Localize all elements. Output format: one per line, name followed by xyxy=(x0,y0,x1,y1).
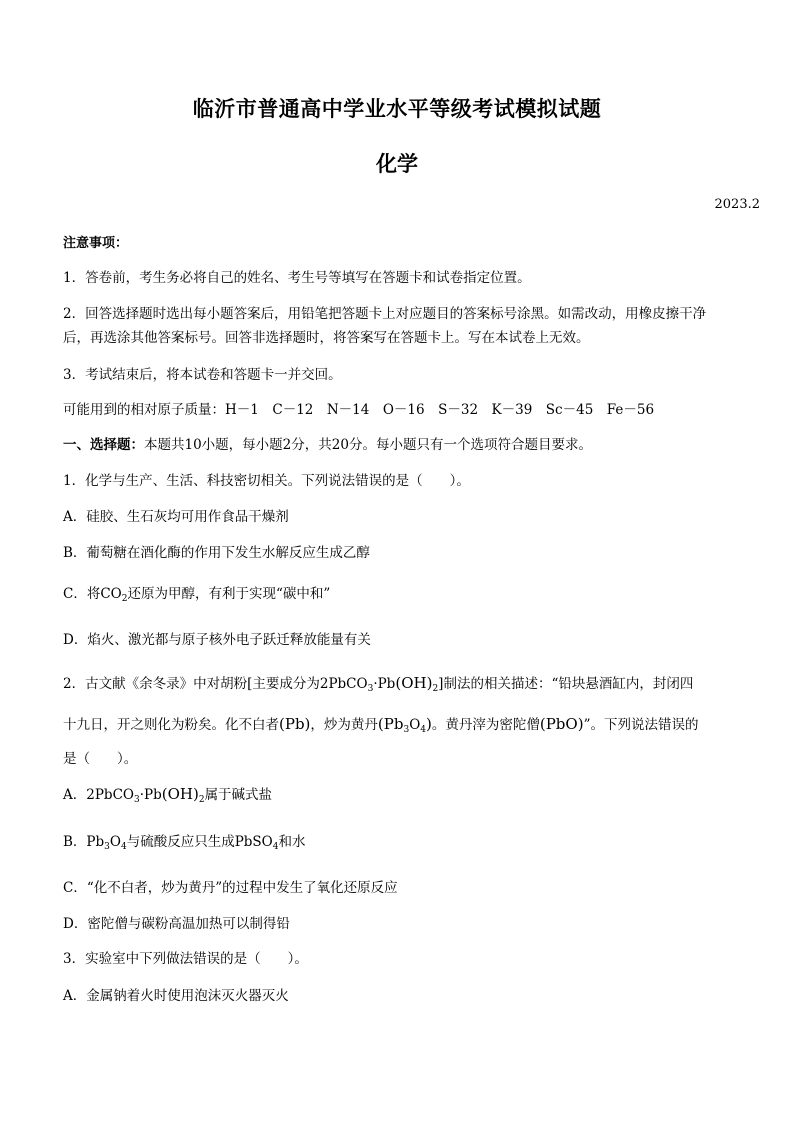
atomic-mass-label: 可能用到的相对原子质量： xyxy=(63,402,225,418)
notice-heading: 注意事项： xyxy=(63,236,129,251)
question-3-option-a: A．金属钠着火时使用泡沫灭火器灭火 xyxy=(63,988,289,1004)
exam-date: 2023.2 xyxy=(714,197,760,212)
question-2-option-b: B．$Pb_3O_4$与硫酸反应只生成PbSO$_4$和水 xyxy=(63,834,306,852)
question-2-option-d: D．密陀僧与碳粉高温加热可以制得铅 xyxy=(63,916,290,932)
question-1-option-c: C．将$CO_2$还原为甲醇，有利于实现“碳中和” xyxy=(63,586,331,604)
question-1-option-b: B．葡萄糖在酒化酶的作用下发生水解反应生成乙醇 xyxy=(63,545,370,561)
question-2-stem-line-2: 十九日，开之则化为粉矣。化不白者(Pb)，炒为黄丹$(Pb_3O_4)$。黄丹滓为密陀僧(PbO)”。下列说法错误的 xyxy=(63,715,699,735)
question-1-option-d: D．焰火、激光都与原子核外电子跃迁释放能量有关 xyxy=(63,632,371,648)
question-3-stem: 3．实验室中下列做法错误的是（ ）。 xyxy=(63,951,308,967)
question-1-option-a: A．硅胶、生石灰均可用作食品干燥剂 xyxy=(63,509,289,525)
question-2-option-c: C．“化不白者，炒为黄丹”的过程中发生了氧化还原反应 xyxy=(63,880,398,896)
notice-item-2-line-2: 后，再选涂其他答案标号。回答非选择题时，将答案写在答题卡上。写在本试卷上无效。 xyxy=(63,330,590,346)
exam-title: 临沂市普通高中学业水平等级考试模拟试题 xyxy=(192,97,602,121)
atomic-mass-values: H－1 C－12 N－14 O－16 S－32 K－39 Sc－45 Fe－56 xyxy=(225,402,655,418)
notice-item-3: 3．考试结束后，将本试卷和答题卡一并交回。 xyxy=(63,367,342,383)
section-1-heading xyxy=(63,433,592,453)
section-1-title: 一、选择题： xyxy=(63,437,144,453)
question-2-stem-line-1: 2．古文献《余冬录》中对胡粉[主要成分为$2PbCO_3\cdot Pb(OH)_2$]制法的相关描述：“铅块悬酒缸内，封闭四 xyxy=(63,674,694,694)
question-2-stem-line-3: 是（ ）。 xyxy=(63,751,138,767)
question-1-stem: 1．化学与生产、生活、科技密切相关。下列说法错误的是（ ）。 xyxy=(63,473,470,489)
notice-item-2-line-1: 2．回答选择题时选出每小题答案后，用铅笔把答题卡上对应题目的答案标号涂黑。如需改动，用橡皮擦干净 xyxy=(63,306,707,322)
notice-item-1: 1．答卷前，考生务必将自己的姓名、考生号等填写在答题卡和试卷指定位置。 xyxy=(63,270,531,286)
question-2-option-a: A．$2PbCO_3\cdot Pb(OH)_2$属于碱式盐 xyxy=(63,785,273,805)
atomic-mass-line xyxy=(63,398,654,418)
subject-title: 化学 xyxy=(376,152,418,176)
section-1-instructions: 本题共10小题，每小题2分，共20分。每小题只有一个选项符合题目要求。 xyxy=(144,437,592,453)
